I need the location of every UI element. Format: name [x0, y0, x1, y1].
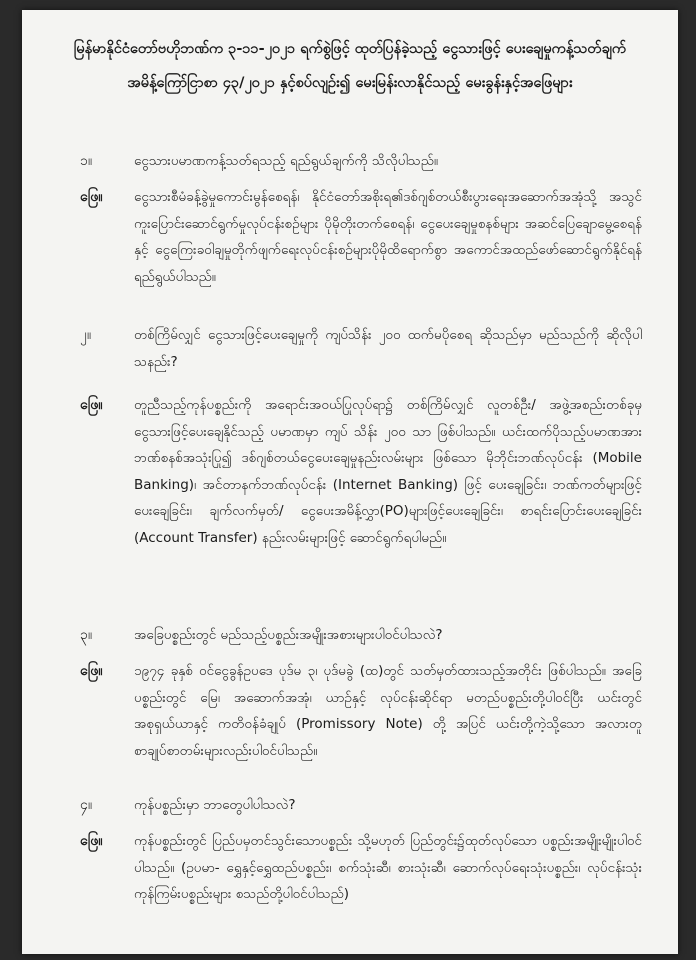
answer-text: ၁၉၇၄ ခုနှစ် ဝင်ငွေခွန်ဥပဒေ ပုဒ်မ ၃၊ ပုဒ်မခွဲ (ထ)တွင် သတ်မှတ်ထားသည့်အတိုင်း ဖြစ်ပါသည်။ အခြေပစ္စည်းတွင် မြေ၊ အဆောက်အအုံ၊ ယာဉ်နှင့် လုပ်ငန်းဆိုင်ရာ မတည်ပစ္စည်းတို့ပါဝင်ပြီး ယင်းတွင် အစုရှယ်ယာနှင့် ကတိဝန်ခံချုပ် (Promissory Note) တို့ အပြင် ယင်းတို့ကဲ့သို့သော အလားတူစာချုပ်စာတမ်းများလည်းပါဝင်ပါသည်။: [134, 663, 642, 759]
answer-marker: ဖြေ။: [80, 189, 103, 205]
answer-text: ကုန်ပစ္စည်းတွင် ပြည်ပမှတင်သွင်းသောပစ္စည်း သို့မဟုတ် ပြည်တွင်း၌ထုတ်လုပ်သော ပစ္စည်းအမျိုးမျိုးပါဝင်ပါသည်။ (ဥပမာ- ရွှေနှင့်ရွှေထည်ပစ္စည်း၊ စက်သုံးဆီ၊ စားသုံးဆီ၊ ဆောက်လုပ်ရေးသုံးပစ္စည်း၊ လုပ်ငန်းသုံးကုန်ကြမ်းပစ္စည်းများ စသည်တို့ပါဝင်ပါသည်): [134, 833, 642, 902]
question-text: ကုန်ပစ္စည်းမှာ ဘာတွေပါပါသလဲ?: [134, 797, 296, 813]
answer-text: တူညီသည့်ကုန်ပစ္စည်းကို အရောင်းအဝယ်ပြုလုပ်ရာ၌ တစ်ကြိမ်လျှင် လူတစ်ဦး/ အဖွဲ့အစည်းတစ်ခုမှ ငွေသားဖြင့်ပေးချေနိုင်သည့် ပမာဏမှာ ကျပ် သိန်း ၂၀၀ သာ ဖြစ်ပါသည်။ ယင်းထက်ပိုသည့်ပမာဏအား ဘဏ်စနစ်အသုံးပြု၍ ဒစ်ဂျစ်တယ်ငွေပေးချေမှုနည်းလမ်းများ ဖြစ်သော မိုဘိုင်းဘဏ်လုပ်ငန်း (Mobile Banking)၊ အင်တာနက်ဘဏ်လုပ်ငန်း (Internet Banking) ဖြင့် ပေးချေခြင်း၊ ဘဏ်ကတ်များဖြင့် ပေးချေခြင်း၊ ချက်လက်မှတ်/ ငွေပေးအမိန့်လွှာ(PO)များဖြင့်ပေးချေခြင်း၊ စာရင်းပြောင်းပေးချေခြင်း (Account Transfer) နည်းလမ်းများဖြင့် ဆောင်ရွက်ရပါမည်။: [134, 397, 642, 546]
question-number: ၁။: [80, 153, 93, 169]
question-text: အခြေပစ္စည်းတွင် မည်သည့်ပစ္စည်းအမျိုးအစားများပါဝင်ပါသလဲ?: [134, 627, 443, 643]
question-number: ၄။: [80, 797, 93, 813]
answer-marker: ဖြေ။: [80, 397, 103, 413]
answer-marker: ဖြေ။: [80, 663, 103, 679]
question-text: တစ်ကြိမ်လျှင် ငွေသားဖြင့်ပေးချေမှုကို ကျပ်သိန်း ၂၀၀ ထက်မပိုစေရ ဆိုသည်မှာ မည်သည်ကို ဆိုလိုပါသနည်း?: [134, 327, 642, 370]
document-page: [22, 10, 678, 954]
document-title: မြန်မာနိုင်ငံတော်ဗဟိုဘဏ်က ၃-၁၁-၂၀၂၁ ရက်စွဲဖြင့် ထုတ်ပြန်ခဲ့သည့် ငွေသားဖြင့် ပေးချေမှုကန့်သတ်ချက်အမိန့်ကြော်ငြာစာ ၄၃/၂၀၂၁ နှင့်စပ်လျဉ်း၍ မေးမြန်းလာနိုင်သည့် မေးခွန်းနှင့်အဖြေများ: [73, 41, 627, 91]
answer-text: ငွေသားစီမံခန့်ခွဲမှုကောင်းမွန်စေရန်၊ နိုင်ငံတော်အစိုးရ၏ဒစ်ဂျစ်တယ်စီးပွားရေးအဆောက်အအုံသို့ အသွင်ကူးပြောင်းဆောင်ရွက်မှုလုပ်ငန်းစဉ်များ ပိုမိုတိုးတက်စေရန်၊ ငွေပေးချေမှုစနစ်များ အဆင်ပြေချောမွေ့စေရန်နှင့် ငွေကြေးခဝါချမှုတိုက်ဖျက်ရေးလုပ်ငန်းစဉ်များပိုမိုထိရောက်စွာ အကောင်အထည်ဖော်ဆောင်ရွက်နိုင်ရန် ရည်ရွယ်ပါသည်။: [134, 189, 642, 285]
answer-marker: ဖြေ။: [80, 833, 103, 849]
question-text: ငွေသားပမာဏကန့်သတ်ရသည့် ရည်ရွယ်ချက်ကို သိလိုပါသည်။: [134, 153, 438, 169]
question-number: ၃။: [80, 627, 93, 643]
question-number: ၂။: [80, 327, 92, 343]
